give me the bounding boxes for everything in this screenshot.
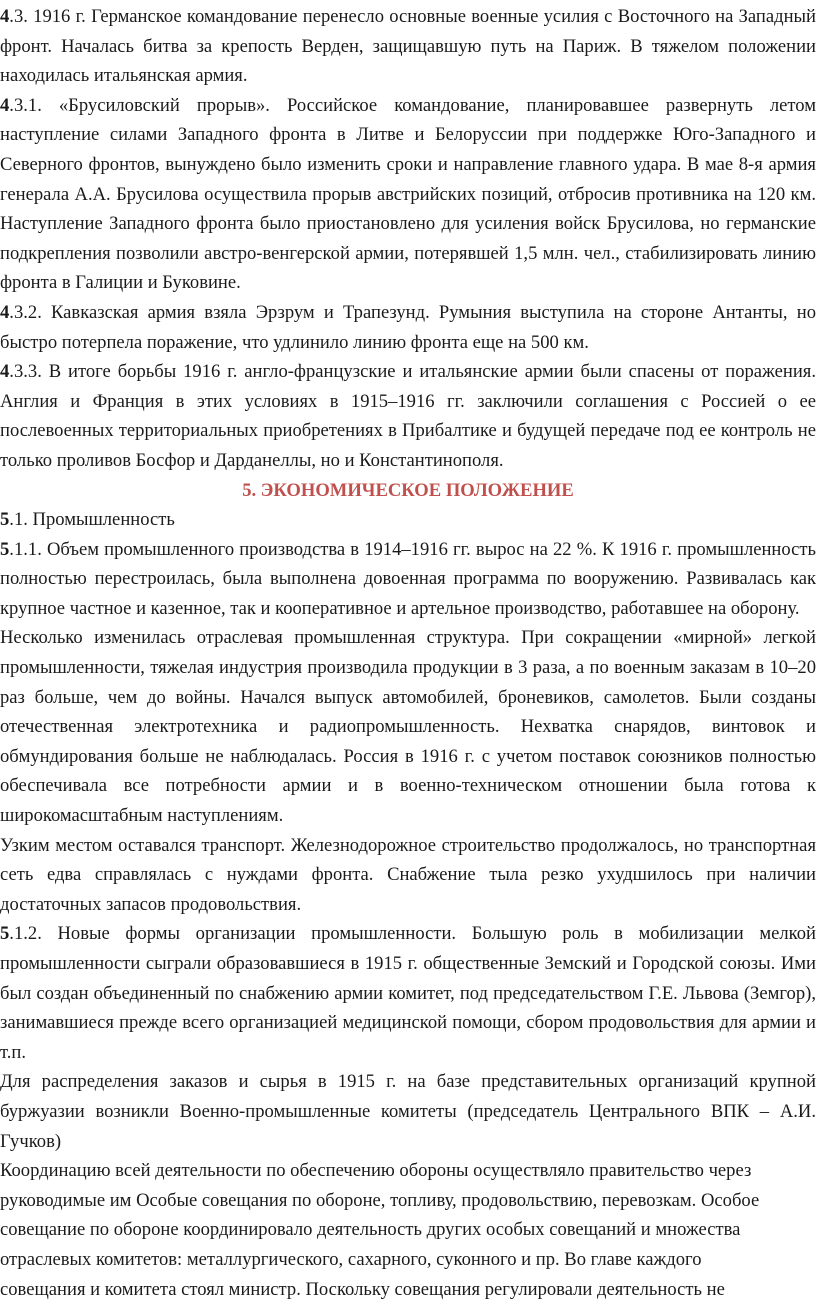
- paragraph-4-3-3: [0, 357, 816, 475]
- section-number: 5: [0, 538, 10, 560]
- paragraph-industry-structure: Несколько изменилась отраслевая промышленная структура. При сокращении «мирной» легкой промышленности, тяжелая индустрия производила продукции в 3 раза, а по военным заказам в 10–20 раз больше, чем до войны. Начался выпуск автомобилей, броневиков, самолетов. Были созданы отечественная электротехника и радиопромышленность. Нехватка снарядов, винтовок и обмундирования больше не наблюдалась. Россия в 1916 г. с учетом поставок союзников полностью обеспечивала все потребности армии и в военно-техническом отношении была готова к широкомасштабным наступлениям.: [0, 627, 816, 827]
- text-line: отраслевых комитетов: металлургического, сахарного, суконного и пр. Во главе каждого: [0, 1248, 702, 1270]
- paragraph-transport: Узким местом оставался транспорт. Железнодорожное строительство продолжалось, но транспортная сеть едва справлялась с нуждами фронта. Снабжение тыла резко ухудшилось при наличии достаточных запасов продовольствия.: [0, 834, 816, 915]
- paragraph-text: .1. Промышленность: [9, 509, 175, 531]
- paragraph-text: .3.2. Кавказская армия взяла Эрзрум и Трапезунд. Румыния выступила на стороне Антанты, но быстро потерпела поражение, что удлинило линию фронта еще на 500 км.: [0, 301, 816, 353]
- section-number: 4: [0, 6, 10, 27]
- paragraph-text: .3. 1916 г. Германское командование перенесло основные военные усилия с Восточного на Западный фронт. Началась битва за крепость Верден, защищавшую путь на Париж. В тяжелом положении находилась итальянская армия.: [0, 6, 816, 87]
- paragraph-4-3-2: [0, 298, 816, 357]
- section-number: 5: [0, 923, 10, 945]
- text-line: совещание по обороне координировало деятельность других особых совещаний и множества: [0, 1219, 741, 1241]
- paragraph-4-3-1: [0, 91, 816, 298]
- paragraph-text: .3.3. В итоге борьбы 1916 г. англо-французские и итальянские армии были спасены от поражения. Англия и Франция в этих условиях в 1915–1916 гг. заключили соглашения с Россией о ее послевоенных территориальных приобретениях в Прибалтике и будущей передаче под ее контроль не только проливов Босфор и Дарданеллы, но и Константинополя.: [0, 361, 816, 471]
- paragraph-text: .1.1. Объем промышленного производства в 1914–1916 гг. вырос на 22 %. К 1916 г. промышленность полностью перестроилась, была выполнена довоенная программа по вооружению. Развивалась как крупное частное и казенное, так и кооперативное и артельное производство, работавшее на оборону.: [0, 538, 816, 619]
- text-line: Координацию всей деятельности по обеспечению обороны осуществляло правительство через: [0, 1160, 752, 1182]
- section-number: 5: [0, 509, 10, 531]
- text-line: руководимые им Особые совещания по обороне, топливу, продовольствию, перевозкам. Особое: [0, 1189, 760, 1211]
- paragraph-5-1-2: [0, 919, 816, 1067]
- text-line: совещания и комитета стоял министр. Поскольку совещания регулировали деятельность не: [0, 1278, 725, 1300]
- paragraph-special-meetings: [0, 1156, 816, 1304]
- paragraph-5-1-1: [0, 535, 816, 624]
- paragraph-text: .1.2. Новые формы организации промышленности. Большую роль в мобилизации мелкой промышленности сыграли образовавшиеся в 1915 г. общественные Земский и Городской союзы. Ими был создан объединенный по снабжению армии комитет, под председательством Г.Е. Львова (Земгор), занимавшиеся прежде всего организацией медицинской помощи, сбором продовольствия для армии и т.п.: [0, 923, 816, 1063]
- section-number: 4: [0, 301, 10, 323]
- paragraph-text: .3.1. «Брусиловский прорыв». Российское командование, планировавшее развернуть летом наступление силами Западного фронта в Литве и Белоруссии при поддержке Юго-Западного и Северного фронтов, вынуждено было изменить сроки и направление главного удара. В мае 8-я армия генерала А.А. Брусилова осуществила прорыв австрийских позиций, отбросив противника на 120 км. Наступление Западного фронта было приостановлено для усиления войск Брусилова, но германские подкрепления позволили австро-венгерской армии, потерявшей 1,5 млн. чел., стабилизировать линию фронта в Галиции и Буковине.: [0, 94, 816, 294]
- paragraph-vpk: Для распределения заказов и сырья в 1915 г. на базе представительных организаций крупной буржуазии возникли Военно-промышленные комитеты (председатель Центрального ВПК – А.И. Гучков): [0, 1071, 816, 1152]
- section-heading: 5. ЭКОНОМИЧЕСКОЕ ПОЛОЖЕНИЕ: [242, 479, 574, 501]
- paragraph-4-3: [0, 2, 816, 91]
- section-number: 4: [0, 94, 10, 116]
- section-number: 4: [0, 361, 10, 383]
- paragraph-5-1: [0, 505, 816, 535]
